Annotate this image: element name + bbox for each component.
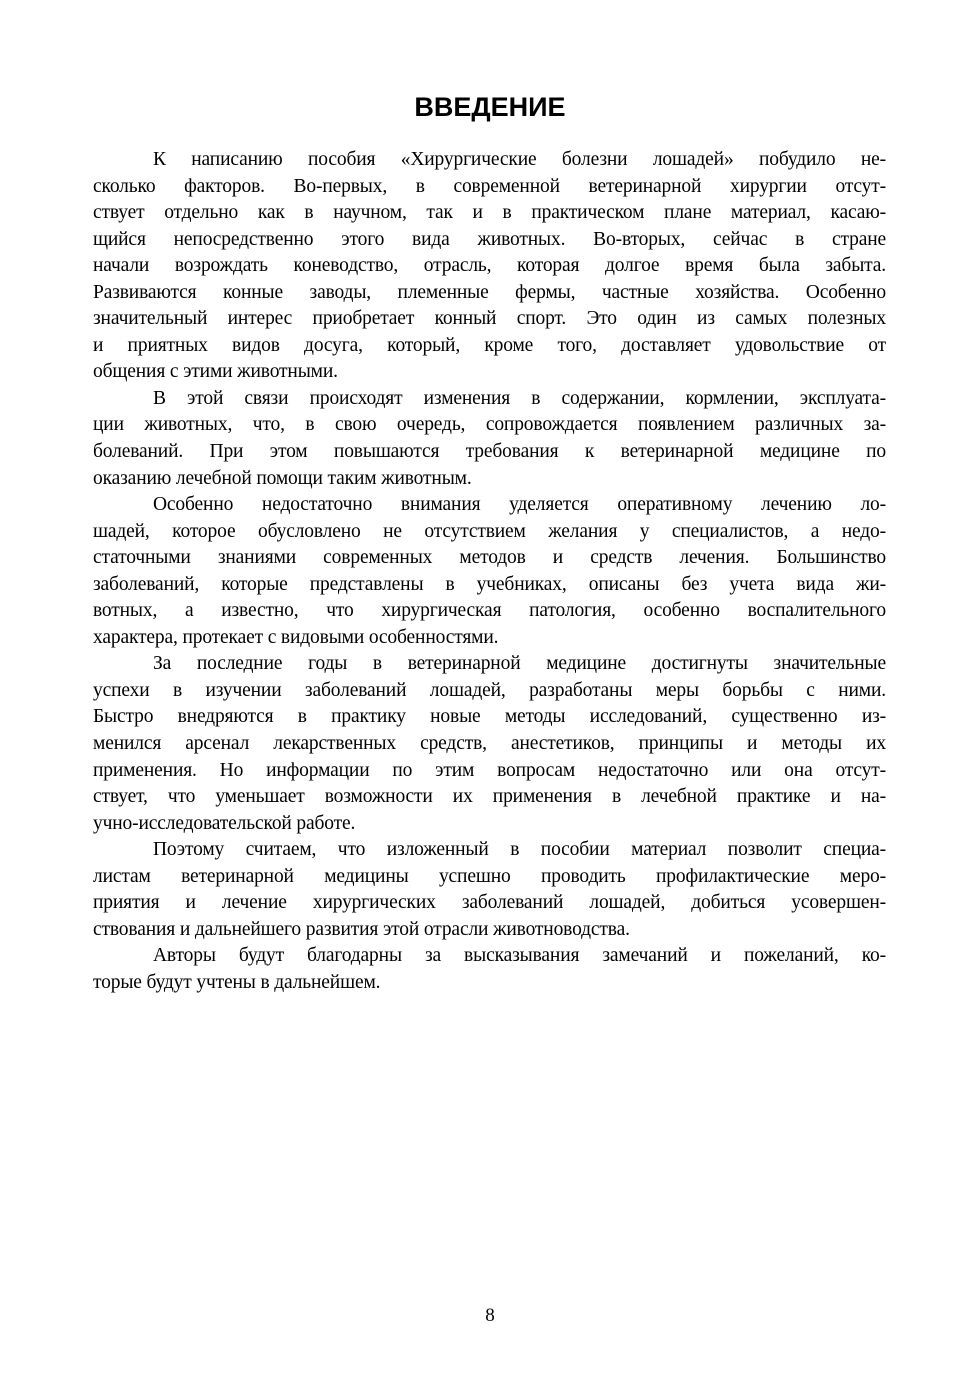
text-line: успехи в изучении заболеваний лошадей, разработаны меры борьбы с ними. (93, 679, 886, 701)
paragraph (93, 492, 886, 651)
text-line: В этой связи происходят изменения в содержании, кормлении, эксплуата- (153, 387, 886, 409)
text-line: начали возрождать коневодство, отрасль, которая долгое время была забыта. (93, 255, 886, 277)
text-line: сколько факторов. Во-первых, в современной ветеринарной хирургии отсут- (93, 175, 886, 197)
text-line: общения с этими животными. (93, 361, 338, 383)
paragraph (93, 386, 886, 492)
paragraph (93, 943, 886, 996)
text-line: Быстро внедряются в практику новые методы исследований, существенно из- (93, 706, 886, 728)
page-title: ВВЕДЕНИЕ (414, 92, 566, 122)
text-line: Развиваются конные заводы, племенные фермы, частные хозяйства. Особенно (93, 281, 886, 303)
text-line: Поэтому считаем, что изложенный в пособии материал позволит специа- (153, 839, 886, 861)
text-line: ствует, что уменьшает возможности их применения в лечебной практике и на- (93, 786, 886, 808)
body-text (93, 147, 886, 997)
text-line: За последние годы в ветеринарной медицине достигнуты значительные (153, 653, 886, 675)
text-line: листам ветеринарной медицины успешно проводить профилактические меро- (93, 865, 886, 887)
text-line: вотных, а известно, что хирургическая патология, особенно воспалительного (93, 600, 886, 622)
text-line: значительный интерес приобретает конный спорт. Это один из самых полезных (93, 308, 886, 330)
text-line: статочными знаниями современных методов и средств лечения. Большинство (93, 547, 886, 569)
text-line: учно-исследовательской работе. (93, 812, 356, 834)
paragraph (93, 651, 886, 837)
text-line: заболеваний, которые представлены в учебниках, описаны без учета вида жи- (93, 573, 886, 595)
text-line: щийся непосредственно этого вида животных. Во-вторых, сейчас в стране (93, 228, 886, 250)
text-line: ствует отдельно как в научном, так и в практическом плане материал, касаю- (93, 202, 886, 224)
text-line: характера, протекает с видовыми особенностями. (93, 626, 499, 648)
text-line: Авторы будут благодарны за высказывания замечаний и пожеланий, ко- (153, 945, 886, 967)
text-line: торые будут учтены в дальнейшем. (93, 971, 381, 993)
text-line: ции животных, что, в свою очередь, сопровождается появлением различных за- (93, 414, 886, 436)
text-line: и приятных видов досуга, который, кроме того, доставляет удовольствие от (93, 334, 886, 356)
text-line: Особенно недостаточно внимания уделяется оперативному лечению ло- (153, 494, 886, 516)
text-line: ствования и дальнейшего развития этой отрасли животноводства. (93, 918, 630, 940)
text-line: болеваний. При этом повышаются требования к ветеринарной медицине по (93, 441, 886, 463)
text-line: менился арсенал лекарственных средств, анестетиков, принципы и методы их (93, 733, 886, 755)
text-line: шадей, которое обусловлено не отсутствием желания у специалистов, а недо- (93, 520, 886, 542)
text-line: К написанию пособия «Хирургические болезни лошадей» побудило не- (153, 149, 886, 170)
paragraph (93, 147, 886, 386)
text-line: приятия и лечение хирургических заболеваний лошадей, добиться усовершен- (93, 892, 886, 914)
text-line: оказанию лечебной помощи таким животным. (93, 467, 472, 489)
page-number: 8 (485, 1305, 495, 1326)
text-line: применения. Но информации по этим вопросам недостаточно или она отсут- (93, 759, 886, 781)
paragraph (93, 837, 886, 943)
